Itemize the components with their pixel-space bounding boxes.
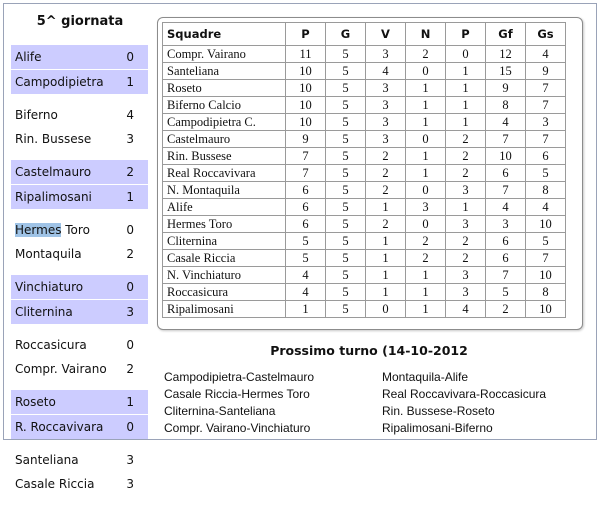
result-team: R. Roccavivara	[15, 420, 104, 434]
result-team: Cliternina	[15, 305, 73, 319]
standings-value-cell: 9	[486, 80, 526, 97]
standings-value-cell: 12	[486, 46, 526, 63]
standings-value-cell: 5	[326, 97, 366, 114]
standings-value-cell: 3	[366, 114, 406, 131]
result-score: 0	[126, 338, 134, 352]
standings-header-cell: P	[286, 23, 326, 46]
standings-value-cell: 8	[526, 182, 566, 199]
standings-team-cell: Santeliana	[163, 63, 286, 80]
standings-value-cell: 2	[406, 250, 446, 267]
result-pair	[11, 333, 148, 381]
fixture-item: Real Roccavivara-Roccasicura	[382, 387, 547, 401]
result-row	[11, 357, 148, 381]
result-team: Castelmauro	[15, 165, 92, 179]
standings-value-cell: 6	[486, 165, 526, 182]
result-score: 3	[126, 453, 134, 467]
fixture-item: Casale Riccia-Hermes Toro	[164, 387, 310, 401]
result-pair	[11, 160, 148, 209]
standings-value-cell: 15	[486, 63, 526, 80]
result-score: 0	[126, 280, 134, 294]
result-pair	[11, 103, 148, 151]
standings-team-cell: Compr. Vairano	[163, 46, 286, 63]
round-title: 5^ giornata	[36, 14, 124, 29]
results-list	[11, 45, 148, 505]
standings-value-cell: 4	[486, 199, 526, 216]
result-row	[11, 70, 148, 94]
standings-value-cell: 10	[286, 114, 326, 131]
standings-value-cell: 1	[446, 199, 486, 216]
fixture-item: Ripalimosani-Biferno	[382, 421, 493, 435]
standings-value-cell: 4	[526, 46, 566, 63]
standings-value-cell: 9	[526, 63, 566, 80]
standings-row	[163, 233, 566, 250]
standings-row	[163, 284, 566, 301]
standings-team-cell: Real Roccavivara	[163, 165, 286, 182]
standings-header-cell: Gf	[486, 23, 526, 46]
standings-value-cell: 5	[326, 233, 366, 250]
result-score: 1	[126, 75, 134, 89]
standings-team-cell: Roseto	[163, 80, 286, 97]
standings-value-cell: 3	[366, 97, 406, 114]
standings-value-cell: 3	[366, 80, 406, 97]
standings-team-cell: Roccasicura	[163, 284, 286, 301]
standings-value-cell: 3	[406, 199, 446, 216]
standings-value-cell: 1	[406, 80, 446, 97]
result-row	[11, 218, 148, 242]
standings-value-cell: 7	[526, 97, 566, 114]
result-team: Ripalimosani	[15, 190, 92, 204]
standings-header-cell: P	[446, 23, 486, 46]
standings-value-cell: 2	[446, 250, 486, 267]
standings-team-cell: N. Vinchiaturo	[163, 267, 286, 284]
result-row	[11, 242, 148, 266]
fixtures-list	[164, 369, 584, 437]
standings-value-cell: 1	[446, 80, 486, 97]
standings-team-cell: Ripalimosani	[163, 301, 286, 318]
next-round-title: Prossimo turno (14-10-2012	[270, 343, 468, 358]
result-row	[11, 127, 148, 151]
result-score: 1	[126, 190, 134, 204]
standings-value-cell: 1	[366, 250, 406, 267]
standings-header-cell: Gs	[526, 23, 566, 46]
result-score: 4	[126, 108, 134, 122]
standings-value-cell: 5	[326, 182, 366, 199]
standings-value-cell: 3	[366, 131, 406, 148]
result-team: Roccasicura	[15, 338, 87, 352]
fixture-item: Cliternina-Santeliana	[164, 404, 276, 418]
standings-value-cell: 2	[406, 46, 446, 63]
standings-value-cell: 1	[366, 233, 406, 250]
standings-value-cell: 5	[326, 216, 366, 233]
standings-value-cell: 7	[526, 131, 566, 148]
standings-header-row	[163, 23, 566, 46]
standings-team-cell: Hermes Toro	[163, 216, 286, 233]
standings-value-cell: 2	[486, 301, 526, 318]
standings-value-cell: 1	[406, 301, 446, 318]
standings-value-cell: 2	[366, 148, 406, 165]
standings-row	[163, 216, 566, 233]
standings-value-cell: 5	[326, 165, 366, 182]
standings-value-cell: 5	[326, 284, 366, 301]
standings-value-cell: 8	[526, 284, 566, 301]
standings-value-cell: 1	[406, 148, 446, 165]
result-team: Santeliana	[15, 453, 79, 467]
standings-row	[163, 301, 566, 318]
standings-value-cell: 5	[286, 250, 326, 267]
standings-value-cell: 3	[446, 284, 486, 301]
standings-team-cell: Rin. Bussese	[163, 148, 286, 165]
standings-value-cell: 4	[486, 114, 526, 131]
standings-value-cell: 2	[406, 233, 446, 250]
standings-box	[157, 17, 583, 330]
standings-row	[163, 250, 566, 267]
fixture-item: Montaquila-Alife	[382, 370, 469, 384]
standings-value-cell: 7	[286, 165, 326, 182]
result-row	[11, 333, 148, 357]
result-pair	[11, 275, 148, 324]
standings-row	[163, 114, 566, 131]
standings-value-cell: 10	[286, 97, 326, 114]
standings-value-cell: 5	[286, 233, 326, 250]
result-team: Alife	[15, 50, 42, 64]
standings-row	[163, 131, 566, 148]
standings-value-cell: 5	[326, 80, 366, 97]
standings-header-cell: Squadre	[163, 23, 286, 46]
standings-team-cell: N. Montaquila	[163, 182, 286, 199]
fixture-item: Campodipietra-Castelmauro	[164, 370, 315, 384]
result-row	[11, 448, 148, 472]
standings-value-cell: 5	[326, 114, 366, 131]
standings-value-cell: 4	[366, 63, 406, 80]
result-pair	[11, 45, 148, 94]
standings-team-cell: Biferno Calcio	[163, 97, 286, 114]
standings-value-cell: 1	[446, 63, 486, 80]
standings-value-cell: 1	[446, 97, 486, 114]
standings-value-cell: 7	[286, 148, 326, 165]
result-row	[11, 415, 148, 439]
standings-value-cell: 6	[526, 148, 566, 165]
result-row	[11, 160, 148, 185]
result-team: Casale Riccia	[15, 477, 95, 491]
standings-row	[163, 165, 566, 182]
result-team: Compr. Vairano	[15, 362, 107, 376]
highlighted-text: Hermes	[15, 223, 62, 237]
standings-value-cell: 7	[486, 182, 526, 199]
standings-value-cell: 2	[446, 233, 486, 250]
standings-value-cell: 5	[526, 233, 566, 250]
standings-value-cell: 1	[366, 267, 406, 284]
standings-value-cell: 0	[406, 63, 446, 80]
result-score: 1	[126, 395, 134, 409]
standings-value-cell: 1	[406, 267, 446, 284]
standings-value-cell: 1	[366, 284, 406, 301]
standings-value-cell: 10	[486, 148, 526, 165]
result-score: 3	[126, 477, 134, 491]
standings-team-cell: Campodipietra C.	[163, 114, 286, 131]
standings-value-cell: 5	[326, 301, 366, 318]
standings-value-cell: 9	[286, 131, 326, 148]
result-score: 0	[126, 50, 134, 64]
standings-row	[163, 46, 566, 63]
standings-value-cell: 6	[486, 250, 526, 267]
standings-value-cell: 2	[446, 131, 486, 148]
standings-value-cell: 7	[526, 250, 566, 267]
standings-value-cell: 5	[326, 46, 366, 63]
standings-row	[163, 267, 566, 284]
standings-team-cell: Castelmauro	[163, 131, 286, 148]
result-team: Biferno	[15, 108, 58, 122]
standings-value-cell: 1	[406, 165, 446, 182]
standings-value-cell: 0	[366, 301, 406, 318]
standings-value-cell: 2	[366, 182, 406, 199]
standings-value-cell: 4	[286, 267, 326, 284]
standings-value-cell: 4	[286, 284, 326, 301]
standings-value-cell: 5	[326, 63, 366, 80]
standings-value-cell: 5	[326, 267, 366, 284]
standings-team-cell: Alife	[163, 199, 286, 216]
standings-row	[163, 63, 566, 80]
standings-value-cell: 10	[286, 80, 326, 97]
result-team: Campodipietra	[15, 75, 104, 89]
standings-value-cell: 5	[326, 250, 366, 267]
standings-header-cell: G	[326, 23, 366, 46]
standings-value-cell: 1	[406, 97, 446, 114]
standings-value-cell: 5	[326, 148, 366, 165]
standings-value-cell: 3	[446, 216, 486, 233]
standings-value-cell: 4	[446, 301, 486, 318]
result-team: Roseto	[15, 395, 56, 409]
standings-value-cell: 1	[406, 114, 446, 131]
standings-value-cell: 7	[486, 267, 526, 284]
result-team: Montaquila	[15, 247, 82, 261]
standings-value-cell: 4	[526, 199, 566, 216]
standings-value-cell: 0	[446, 46, 486, 63]
result-row	[11, 103, 148, 127]
result-row	[11, 275, 148, 300]
result-score: 3	[126, 132, 134, 146]
result-row	[11, 390, 148, 415]
result-score: 0	[126, 420, 134, 434]
result-pair	[11, 390, 148, 439]
standings-value-cell: 10	[286, 63, 326, 80]
standings-header-cell: N	[406, 23, 446, 46]
result-pair	[11, 448, 148, 496]
result-score: 2	[126, 165, 134, 179]
result-team: Hermes Toro	[15, 223, 90, 237]
fixture-item: Rin. Bussese-Roseto	[382, 404, 495, 418]
standings-value-cell: 0	[406, 216, 446, 233]
standings-value-cell: 2	[446, 165, 486, 182]
standings-value-cell: 3	[366, 46, 406, 63]
result-row	[11, 300, 148, 324]
standings-value-cell: 10	[526, 267, 566, 284]
standings-value-cell: 6	[486, 233, 526, 250]
standings-value-cell: 10	[526, 301, 566, 318]
standings-value-cell: 11	[286, 46, 326, 63]
standings-row	[163, 182, 566, 199]
standings-team-cell: Casale Riccia	[163, 250, 286, 267]
standings-value-cell: 2	[446, 148, 486, 165]
standings-value-cell: 6	[286, 216, 326, 233]
result-row	[11, 472, 148, 496]
standings-team-cell: Cliternina	[163, 233, 286, 250]
standings-value-cell: 7	[486, 131, 526, 148]
standings-value-cell: 3	[526, 114, 566, 131]
fixture-item: Compr. Vairano-Vinchiaturo	[164, 421, 311, 435]
result-score: 0	[126, 223, 134, 237]
standings-table	[162, 22, 566, 318]
result-row	[11, 185, 148, 209]
standings-value-cell: 1	[366, 199, 406, 216]
standings-value-cell: 5	[526, 165, 566, 182]
standings-value-cell: 3	[446, 182, 486, 199]
result-score: 2	[126, 362, 134, 376]
standings-row	[163, 97, 566, 114]
result-pair	[11, 218, 148, 266]
result-team: Rin. Bussese	[15, 132, 92, 146]
result-score: 2	[126, 247, 134, 261]
standings-value-cell: 2	[366, 216, 406, 233]
standings-value-cell: 3	[486, 216, 526, 233]
standings-value-cell: 1	[446, 114, 486, 131]
standings-value-cell: 0	[406, 131, 446, 148]
standings-value-cell: 6	[286, 199, 326, 216]
standings-row	[163, 80, 566, 97]
standings-row	[163, 148, 566, 165]
standings-value-cell: 8	[486, 97, 526, 114]
standings-row	[163, 199, 566, 216]
result-score: 3	[126, 305, 134, 319]
standings-value-cell: 6	[286, 182, 326, 199]
standings-value-cell: 1	[406, 284, 446, 301]
standings-value-cell: 7	[526, 80, 566, 97]
standings-value-cell: 2	[366, 165, 406, 182]
standings-value-cell: 5	[486, 284, 526, 301]
standings-value-cell: 3	[446, 267, 486, 284]
result-row	[11, 45, 148, 70]
standings-value-cell: 5	[326, 131, 366, 148]
standings-value-cell: 1	[286, 301, 326, 318]
standings-header-cell: V	[366, 23, 406, 46]
standings-value-cell: 5	[326, 199, 366, 216]
standings-value-cell: 0	[406, 182, 446, 199]
result-team: Vinchiaturo	[15, 280, 84, 294]
standings-value-cell: 10	[526, 216, 566, 233]
